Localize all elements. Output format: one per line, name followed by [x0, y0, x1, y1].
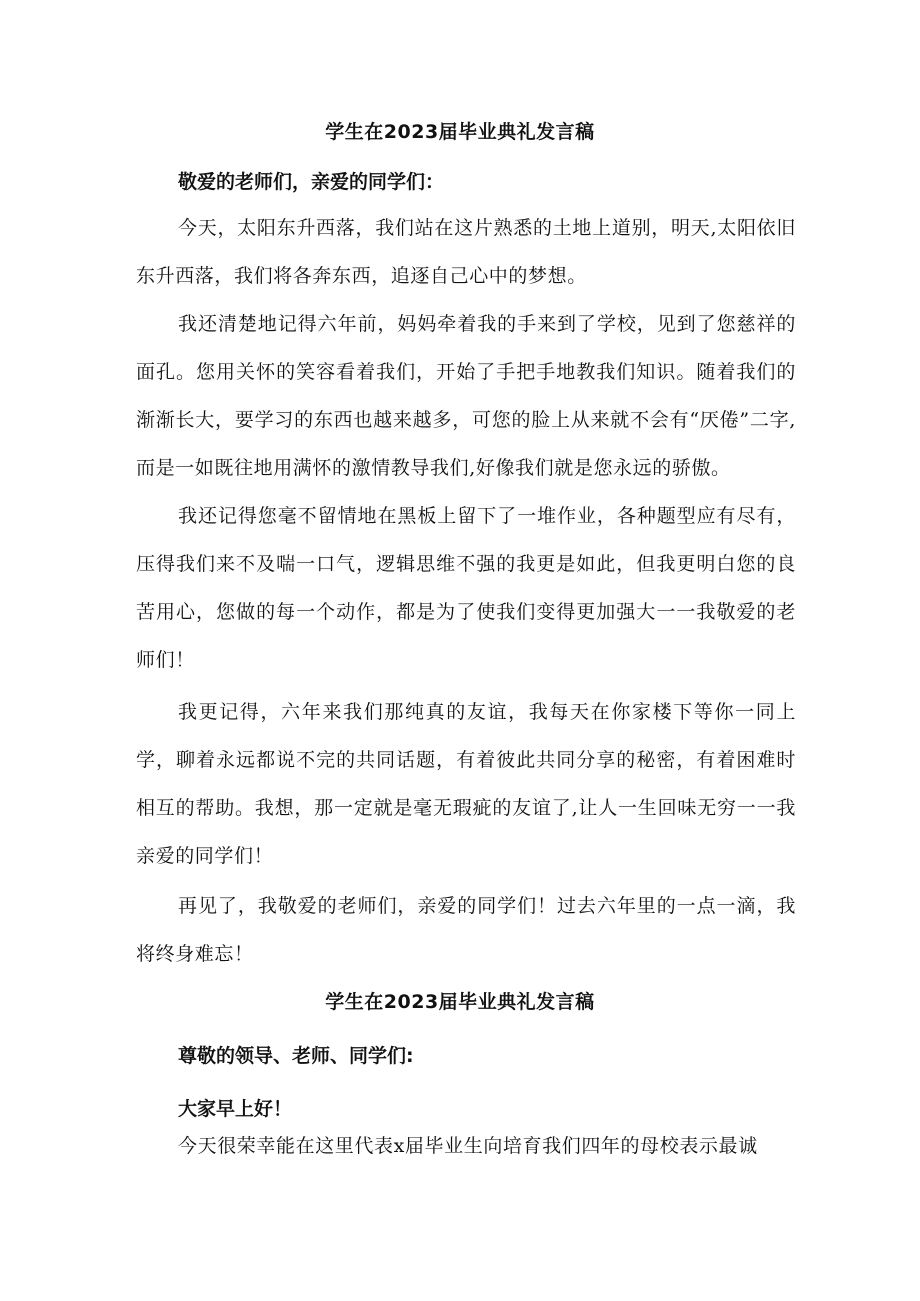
speech-1-paragraph-4: 我更记得，六年来我们那纯真的友谊，我每天在你家楼下等你一同上学，聊着永远都说不完的共同话题，有着彼此共同分享的秘密，有着困难时相互的帮助。我想，那一定就是毫无瑕疵的友谊了,让人一生回味无穷一一我亲爱的同学们！	[136, 701, 796, 867]
speech-2-salutation: 尊敬的领导、老师、同学们:	[178, 1045, 414, 1067]
speech-1-paragraph-5: 再见了，我敬爱的老师们，亲爱的同学们！过去六年里的一点一滴，我将终身难忘！	[136, 895, 796, 965]
speech-1-salutation: 敬爱的老师们，亲爱的同学们：	[178, 171, 445, 193]
speech-1-title: 学生在2023届毕业典礼发言稿	[325, 121, 595, 143]
speech-2-title: 学生在2023届毕业典礼发言稿	[325, 991, 595, 1013]
speech-1-paragraph-2: 我还清楚地记得六年前，妈妈牵着我的手来到了学校，见到了您慈祥的面孔。您用关怀的笑容看着我们，开始了手把手地教我们知识。随着我们的渐渐长大，要学习的东西也越来越多，可您的脸上从来就不会有“厌倦”二字,而是一如既往地用满怀的激情教导我们,好像我们就是您永远的骄傲。	[136, 313, 796, 479]
speech-2-greeting: 大家早上好！	[178, 1098, 293, 1120]
speech-2-paragraph-1: 今天很荣幸能在这里代表x届毕业生向培育我们四年的母校表示最诚	[178, 1135, 758, 1157]
speech-1-paragraph-1: 今天，太阳东升西落，我们站在这片熟悉的土地上道别，明天,太阳依旧东升西落，我们将各奔东西，追逐自己心中的梦想。	[136, 217, 796, 287]
speech-1-paragraph-3: 我还记得您毫不留情地在黑板上留下了一堆作业，各种题型应有尽有，压得我们来不及喘一口气，逻辑思维不强的我更是如此，但我更明白您的良苦用心，您做的每一个动作，都是为了使我们变得更加强大一一我敬爱的老师们！	[136, 505, 796, 671]
